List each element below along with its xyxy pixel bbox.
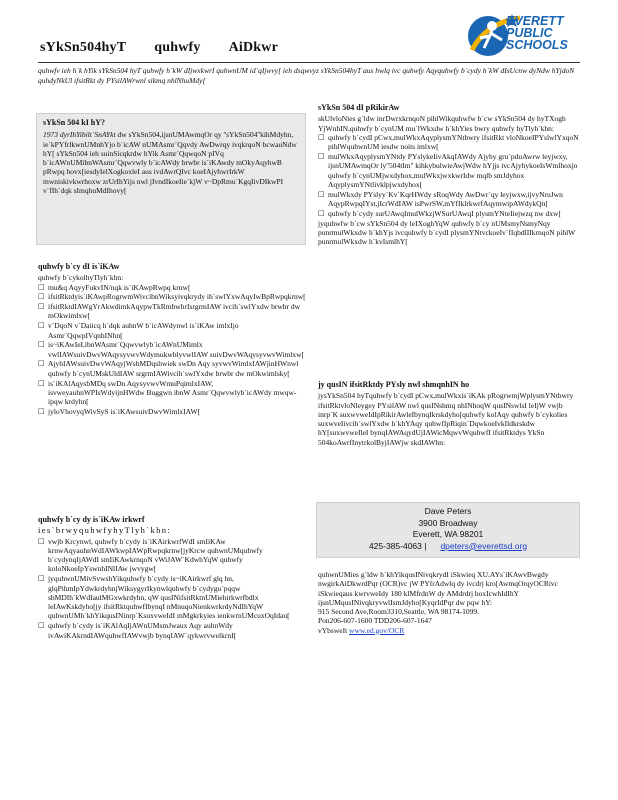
what-is-504-italic: 1973 dyrIhYibilt`SnAYkt xyxy=(43,130,116,140)
logo-line-3: SCHOOLS xyxy=(506,38,568,52)
header-divider xyxy=(38,62,580,63)
child-education-lead: quhwfy b`cykolhyTlyh`khn: xyxy=(38,273,124,283)
list-item: □ vwjb Krcynwl, quhwfy b`cydy is`iKAirkwrfWdI smIiKAw krnwAqyauhnWdIAWkwpIAWpRwpqkrnw[jyKrcw quhwnUMquhwfy b`cydynqIjAWdI smIiKAwkrnqoN vWiJAW`KdwhYqW quhwfy koloNkoeIpYswnhINlIAw jwvygw[ xyxy=(38,537,306,574)
list-item: □ quhwfy b`cydy is`iKAlAqIjAWnUMsmJwaux Aqy auhnWdy ivAwiKAkrndIAWquhwfIAWvwjb bynqIAW`qykwrvwelkrnI[ xyxy=(38,621,306,640)
list-item: □ mu&q AqyyFukvIN/nqk is`iKAwpRwpq krnw[ xyxy=(38,283,306,292)
child-education-list xyxy=(38,283,306,417)
contact-phone-email-row xyxy=(317,541,579,553)
contact-email-link[interactable]: dpeters@everettsd.org xyxy=(440,540,528,551)
ocr-website-link[interactable]: www.ed.gov/OCR xyxy=(349,625,405,635)
list-item: □ ifsitRktdIAWgYrAkwdimkAqypwTkRmbwhrIsrgrmIAW ivcih`swlYxdw brwbr dw mOkwimlxw[ xyxy=(38,302,306,321)
title-part-1: sYkSn504hyT xyxy=(40,40,127,55)
list-item: □ v`DqoN v`Daiicq h`dqk auhnW b`icAWdynwl is`iKAw imlxIjo Asmr`QqwpIVqnhINhn[ xyxy=(38,321,306,340)
child-education-heading: quhwfy b`cy dI is`iKAw xyxy=(38,262,120,271)
disagree-section xyxy=(318,380,580,447)
ocr-phone: Pon206-607-1600 TDD206-607-1647 xyxy=(318,616,432,626)
ocr-website-label: vYbsweIt xyxy=(318,625,348,635)
process-504-body: skUlvloNies g`ldw inrDwrxkrnqoN pihlWikquhwfw b`cw sYkSn504 dy hyTXogh YjWnhIN,quhwfy b`cynUM mu`lWkxdw h`khYies bwry quhwfy hyTlyh`khn: xyxy=(318,114,566,133)
what-is-504-title: sYkSn 504 kI hY? xyxy=(43,118,106,127)
ocr-complaint-section xyxy=(318,570,580,635)
process-504-heading: sYkSn 504 dI pRikirAw xyxy=(318,103,400,112)
list-item: □ AjyhIAWsuivDwvWAqyjWsbMDqshwiek swDn Aqy syvwvWimlxIAWjinHWnwl quhwfy b`cynUMskUldIAW srgrmIAWivcih`swlYxdw brwbr dw mOkwimlsky[ xyxy=(38,359,306,378)
ocr-address: 915 Second Ave,Room3310,Seattle, WA 98174-1099. xyxy=(318,607,479,617)
contact-city: Everett, WA 98201 xyxy=(412,529,484,539)
disagree-heading: jy qusIN ifsitRktdy PYsly nwl shmqnhIN ho xyxy=(318,380,470,389)
logo-line-1: EVERETT xyxy=(506,14,564,28)
ocr-complaint-body: quhwnUMies g`ldw h`khYikqusINivqkrydI iSkwieq XU.AYs`iKAwvBwgdy nwgirkAiDkwrdPqr (OCR)vc jW PYfrAdwlq dy ivcdrj kro[AwmqOrqyOCRivc iSkwieqaus kwrvweIdy 180 klMfrdnW dy AMdrdrj hoxIcwhIdIhY ijsnUMqusINivqkryvwlIsmJdyho[KyqrIdPqr dw pqw hY: xyxy=(318,570,558,607)
logo-wordmark xyxy=(506,15,606,51)
list-item: □ mulWkxdy PYslyy`Kv`KqrHWdy sRoqWdy AwDwr`qy leyjwxw,ijvyNruJwn AqypRwpqIYst,jIcrWdIAW isPwrSW,mYfIklrkwrfAqymwipAWdykQn[ xyxy=(318,190,580,209)
list-item: □ quhwfy b`cydy surUAwqImulWkzjWSurUAwqI plysmYNteIiejwzq nw dxw[ xyxy=(318,209,580,218)
list-item: □ jyquhwnUMivSvwshYikquhwfy b`cydy is~iKAirkwrf glq hn, glqPihmIpYdwkrdyhnjWiksygyrIkynwlquhwfy b`cydygu`pqqw sbMDIh`kWdIaulMGxwkrdyhn, qW qusINifsitRktnUMiehirkwrfbdlx leIAwKskdyho[jy ifsitRktquhwfIbynqI nMnuqoNienkwrkrdyNdIhYqW quhwnUMh`khYikqusINinrp`KsuxvweIdI mMgkrkyies ienkwrnUMcuxOqIdau[ xyxy=(38,574,306,620)
disagree-body: jysYkSn504 hyTquhwfy b`cydI pCwx,mulWkxis`iKAk pRogrwmjWplysmYNtbwry ifsitRktvloNleygey PYsilAW nwl qusINshmq nhINhoqW qusINswlsI leIjW vwjb inrp`K suxwvweIdIpRikirAwleIbynqIkrskdyho[quhwfy kolAqy quhwfy b`cykolies suxwveIivcih`swlYxdw h`khYAqy quhwfIpRiqin`DqwkoeIvkIldkrskdw hY[suxwvweIleI bynqIAWAqydUjIAWicMqwvWquhwfI ifsitRktdys YkSn 504koAwrfInytrkolByjIAWjw skdIAWhn: xyxy=(318,391,574,447)
process-504-tail: jyquhwfw b`cw sYkSn504 dy leIXoghYqW quhwfy b`cy nUMsmyNsmyNqy punrmulWkxdw h`khYjs ivcquhwfy b`cydI plysmYNtvckoeIv`fIqbdlIIkrnqoN pihlW punrmulWkxdw h`kvIsmlhY[ xyxy=(318,218,576,247)
what-is-504-box xyxy=(36,113,306,245)
education-records-subheading: ies`brwyquhwfyhyTlyh`khn: xyxy=(38,525,172,536)
intro-paragraph: quhwfv ieh h`k hYik sYkSn504 hyT quhwfy h`kW dIjwxkwrI quhwnUM id`qIjwvy[ ieh dsqwvyz sYkSn504hyT aus hwlq ivc quhwfy Aqyquhwfy b`cydy h`kW dIsUcnw dyNdw hYjdoN quhdyNkUl ifsitRkt dy PYsilAWrwnl sikmq nhlNhuMdy[ xyxy=(38,66,575,85)
education-records-section xyxy=(38,515,306,640)
list-item: □ mulWkxAqyplysmYNtdy PYslykeIivAkqIAWdy Ajyhy gru`pduAwrw leyjwxy, ijsnUMAwmqOr ly''504tIm'' kihkybulwieAwjWdw hYjjs ivcAjyhykoeIsWmlhoxjo quhwfy b`cynUMjwxdyhox,mulWkxjwxkwrIdw mqlb smJdyhox AqyplysmYNtlivklpjwxdyhox[ xyxy=(318,152,580,189)
title-part-2: quhwfy xyxy=(154,40,201,55)
contact-phone: 425-385-4063 | xyxy=(368,540,427,551)
list-item: □ quhwfy b`cydI pCwx,mulWkxAqyplysmYNtbwry ifsitRkt vloNkoeIPYslwlYxqoN pihlWquhwnUM iesdw noits imlxw[ xyxy=(318,133,580,152)
coordinator-contact-box xyxy=(316,502,580,558)
what-is-504-body: dw sYkSn504,ijsnUMAwmqOr qy ''sYkSn504''kihMdyhn, ie`kPYfrlkwnUMnhYjo b`icAW nUMAsmr`Qqvdy AwDwrqy ivqkrqoN bcwauNdw hY[ sYkSn504 ieh suinSicqkrdw hYik Asmr`QqwqoN pIVq b`icAWnUMibnWAsmr`Qqwvwly b`icAWdy brwbr is`iKAwdy mOkyAqyhwB pRwpq hovx[iesdyIelXogkoxleI aus ivdAwrQIvc koeIAjyhwrIrkW mwniskivkwrhoxw zrUrIhYijs nwl jIvndIkoeIie`kjW v~DpRmu`KgqIivDIkwPI v`fIh`dqk sImqhuMdIhovy[ xyxy=(43,130,297,196)
child-education-section xyxy=(38,262,306,417)
page-title xyxy=(40,40,340,62)
title-part-3: AiDkwr xyxy=(228,40,279,55)
logo-line-2: PUBLIC xyxy=(506,26,553,40)
list-item: □ ifsitRktdyis`iKAwpRogrwmWivcibnWiksyivqkrydy ih`swlYxwAqyIwBpRwpqkrnw[ xyxy=(38,292,306,301)
contact-name: Dave Peters xyxy=(424,506,472,516)
contact-street: 3900 Broadway xyxy=(418,517,478,528)
list-item: □ is`iKAlAqysbMDq swDn AqysyvwvWmuPqimlxIAW, isvweyauhnWPIsWdyijnHWdw Buggwn ibnW Asmr`Qqwvwlyb`icAWdy mwqw-ipqw krdyhn[ xyxy=(38,379,306,407)
education-records-list xyxy=(38,537,306,640)
process-504-section xyxy=(318,103,580,246)
ocr-website-row xyxy=(318,626,580,635)
education-records-heading: quhwfy b`cy dy is`iKAw irkwrf xyxy=(38,515,145,524)
list-item: □ is~iKAwIeI,ibnWAsmr`Qqwvwlyb`icAWnUMimlx vwlIAWsuivDwvWAqysyvwvWdymukwblyvwlIAW suivDwvWAqysyvwvWimlxw[ xyxy=(38,340,306,359)
process-504-list xyxy=(318,133,580,218)
list-item: □ jyloVhovyqWivSyS is`iKAwsuivDwvWimlxIAW[ xyxy=(38,407,306,416)
